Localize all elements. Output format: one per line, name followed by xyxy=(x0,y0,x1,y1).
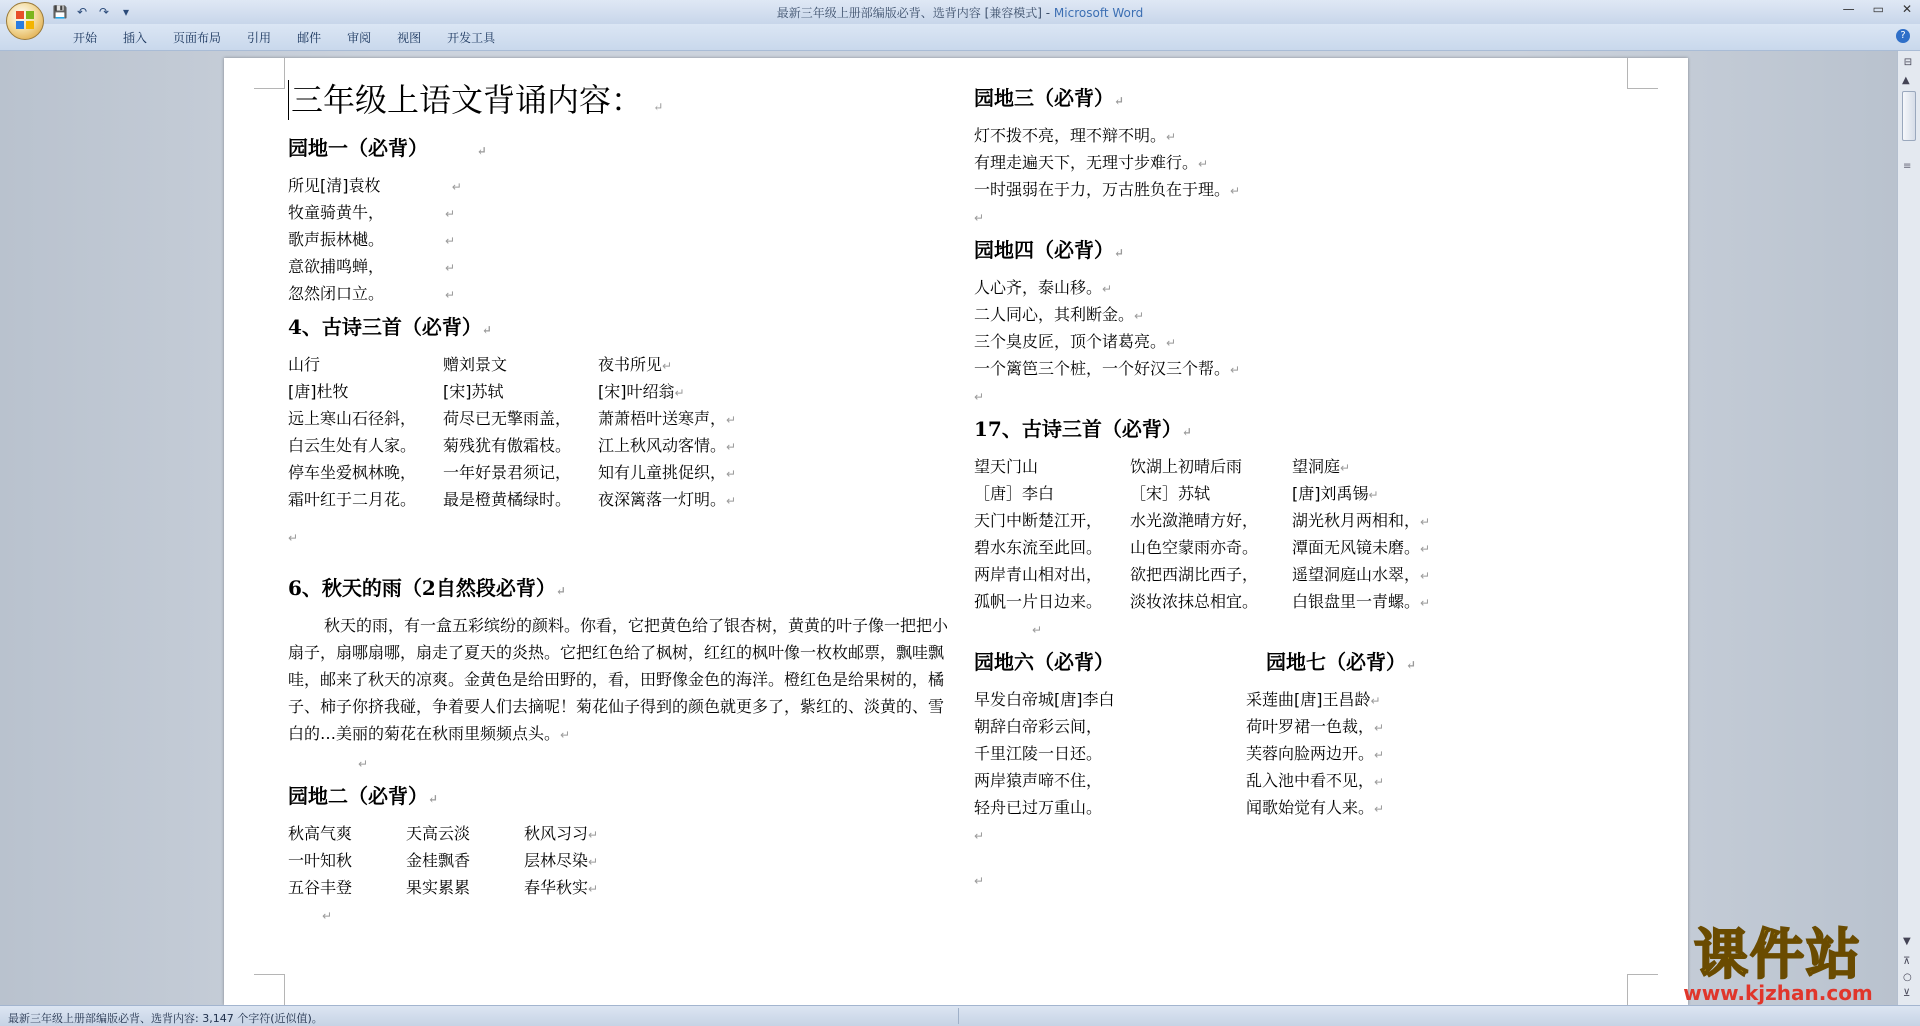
cell: [宋]苏轼 xyxy=(443,382,504,401)
title-bar xyxy=(0,0,1920,24)
poem-row xyxy=(974,480,1474,507)
cell-text: 江上秋风动客情。 xyxy=(598,436,727,455)
cell-text: 湖光秋月两相和， xyxy=(1292,511,1421,530)
scroll-grip-icon: ≡ xyxy=(1903,161,1912,172)
paragraph-mark: ↵ xyxy=(1420,596,1431,610)
paragraph-mark: ↵ xyxy=(560,728,571,742)
empty-paragraph xyxy=(288,523,978,550)
empty-paragraph xyxy=(974,866,1474,893)
paragraph-mark: ↵ xyxy=(1166,130,1177,144)
poem-row xyxy=(974,713,1474,740)
line-text: 一个篱笆三个桩，一个好汉三个帮。 xyxy=(974,359,1231,378)
cell: 碧水东流至此回。 xyxy=(974,538,1103,557)
cell xyxy=(1292,507,1452,536)
tab-mailings[interactable]: 邮件 xyxy=(297,31,322,45)
paragraph-mark: ↵ xyxy=(662,359,673,373)
poem-line xyxy=(288,280,978,307)
poem-line xyxy=(288,172,978,199)
scroll-thumb[interactable] xyxy=(1902,91,1916,141)
cell-text: 遥望洞庭山水翠， xyxy=(1292,565,1421,584)
cell-text: 潭面无风镜未磨。 xyxy=(1292,538,1421,557)
cell xyxy=(1292,480,1452,509)
heading-text: 4、古诗三首（必背） xyxy=(288,315,482,339)
paragraph-mark: ↵ xyxy=(588,882,599,896)
cell xyxy=(1246,794,1446,823)
cell: 霜叶红于二月花。 xyxy=(288,490,417,509)
cell-text: 荷叶罗裙一色裁， xyxy=(1246,717,1375,736)
cell: 停车坐爱枫林晚， xyxy=(288,463,417,482)
section-heading xyxy=(288,782,978,810)
cell: 一叶知秋 xyxy=(288,851,353,870)
document-name: 最新三年级上册部编版必背、选背内容 [兼容模式] - xyxy=(776,6,1054,20)
heading-text: 园地三（必背） xyxy=(974,86,1114,110)
section-heading xyxy=(288,313,978,341)
cell xyxy=(1246,713,1446,742)
heading-text: 6、秋天的雨（2自然段必背） xyxy=(288,576,556,600)
line-text: 有理走遍天下，无理寸步难行。 xyxy=(974,153,1199,172)
cell: 两岸猿声啼不住， xyxy=(974,771,1103,790)
paragraph-mark: ↵ xyxy=(588,828,599,842)
section-heading-pair xyxy=(974,648,1474,676)
empty-paragraph xyxy=(974,382,1474,409)
empty-paragraph xyxy=(288,901,978,928)
paragraph-mark: ↵ xyxy=(1198,157,1209,171)
cell: 饮湖上初晴后雨 xyxy=(1130,457,1243,476)
proverb-line xyxy=(974,328,1474,355)
empty-paragraph xyxy=(288,749,978,776)
paragraph-mark: ↵ xyxy=(1114,246,1125,260)
cell: [唐]杜牧 xyxy=(288,382,349,401)
cell xyxy=(598,378,788,407)
paragraph-mark: ↵ xyxy=(1406,658,1417,672)
paragraph-mark: ↵ xyxy=(1340,461,1351,475)
next-page-icon[interactable]: ⊻ xyxy=(1903,988,1911,999)
margin-corner-mark xyxy=(1627,58,1658,89)
window-controls xyxy=(1843,2,1912,16)
line-text: 意欲捕鸣蝉， xyxy=(288,257,385,276)
close-button[interactable]: ✕ xyxy=(1901,2,1912,16)
tab-developer[interactable]: 开发工具 xyxy=(447,31,496,45)
heading-text-b xyxy=(1266,648,1486,679)
cell: 最是橙黄橘绿时。 xyxy=(443,490,572,509)
cell: 菊残犹有傲霜枝。 xyxy=(443,436,572,455)
cell xyxy=(1292,453,1452,482)
paragraph-mark: ↵ xyxy=(674,386,685,400)
cell-text: 望洞庭 xyxy=(1292,457,1341,476)
cell: 轻舟已过万重山。 xyxy=(974,798,1103,817)
paragraph-mark: ↵ xyxy=(974,829,985,843)
poem-row xyxy=(288,378,978,405)
paragraph-mark: ↵ xyxy=(1374,775,1385,789)
cell: 一年好景君须记， xyxy=(443,463,572,482)
paragraph-mark: ↵ xyxy=(726,413,737,427)
ribbon-tab-bar xyxy=(0,24,1920,51)
poem-line xyxy=(288,226,978,253)
paragraph-mark: ↵ xyxy=(358,757,369,771)
poem-line xyxy=(288,253,978,280)
site-watermark xyxy=(1658,923,1898,1005)
cell: ［宋］苏轼 xyxy=(1130,484,1211,503)
paragraph-mark: ↵ xyxy=(476,144,487,158)
empty-paragraph xyxy=(974,821,1474,848)
customize-qat-icon[interactable]: ▾ xyxy=(122,5,130,19)
status-text: 最新三年级上册部编版必背、选背内容: 3,147 个字符(近似值)。 xyxy=(8,1012,323,1025)
spacer xyxy=(288,550,978,568)
scroll-down-icon[interactable]: ▼ xyxy=(1903,936,1911,947)
paragraph-mark: ↵ xyxy=(726,467,737,481)
scroll-up-icon[interactable]: ▲ xyxy=(1902,75,1910,86)
line-text: 人心齐，泰山移。 xyxy=(974,278,1103,297)
paragraph-mark: ↵ xyxy=(1230,363,1241,377)
cell: 早发白帝城[唐]李白 xyxy=(974,690,1115,709)
poem-row xyxy=(974,686,1474,713)
cell: 荷尽已无擎雨盖， xyxy=(443,409,572,428)
cell: 五谷丰登 xyxy=(288,878,353,897)
tab-view[interactable]: 视图 xyxy=(397,31,422,45)
office-button[interactable] xyxy=(6,2,44,40)
cell xyxy=(1246,740,1446,769)
paragraph-text: 秋天的雨，有一盒五彩缤纷的颜料。你看，它把黄色给了银杏树，黄黄的叶子像一把把小扇子，扇哪扇哪，扇走了夏天的炎热。它把红色给了枫树，红红的枫叶像一枚枚邮票，飘哇飘哇，邮来了秋天的凉爽。金黄色是给田野的，看，田野像金色的海洋。橙红色是给果树的，橘子、柿子你挤我碰，争着要人们去摘呢！菊花仙子得到的颜色就更多了，紫红的、淡黄的、雪白的…美丽的菊花在秋雨里频频点头。 xyxy=(288,616,949,743)
proverb-line xyxy=(974,122,1474,149)
paragraph-mark: ↵ xyxy=(1420,515,1431,529)
cell xyxy=(1292,561,1452,590)
cell: 白云生处有人家。 xyxy=(288,436,417,455)
right-column xyxy=(974,80,1474,893)
paragraph-mark: ↵ xyxy=(726,440,737,454)
proverb-line xyxy=(974,274,1474,301)
poem-row xyxy=(974,740,1474,767)
cell xyxy=(1246,686,1446,715)
line-text: 灯不拨不亮，理不辩不明。 xyxy=(974,126,1167,145)
cell: 孤帆一片日边来。 xyxy=(974,592,1103,611)
paragraph-mark: ↵ xyxy=(322,909,333,923)
cell: 秋高气爽 xyxy=(288,824,353,843)
cell-text: 芙蓉向脸两边开。 xyxy=(1246,744,1375,763)
watermark-url: www.kjzhan.com xyxy=(1683,981,1873,1005)
line-text: 牧童骑黄牛， xyxy=(288,203,385,222)
spacer xyxy=(974,848,1474,866)
section-heading xyxy=(974,84,1474,112)
paragraph-mark: ↵ xyxy=(555,584,566,598)
save-icon[interactable]: 💾 xyxy=(52,5,68,19)
view-ruler-icon[interactable]: ⊟ xyxy=(1903,57,1913,68)
cell-text: 春华秋实 xyxy=(524,878,589,897)
select-browse-object-icon[interactable]: ○ xyxy=(1903,972,1912,983)
paragraph-mark: ↵ xyxy=(445,288,456,302)
heading-text: 园地四（必背） xyxy=(974,238,1114,262)
heading-text: 园地七（必背） xyxy=(1266,650,1406,674)
poem-row xyxy=(288,405,978,432)
redo-icon[interactable]: ↷ xyxy=(98,5,110,19)
line-text: 忽然闭口立。 xyxy=(288,284,385,303)
cell-text: 白银盘里一青螺。 xyxy=(1292,592,1421,611)
heading-text: 园地二（必背） xyxy=(288,784,428,808)
line-text: 歌声振林樾。 xyxy=(288,230,385,249)
cell: 欲把西湖比西子， xyxy=(1130,565,1259,584)
document-page[interactable] xyxy=(224,58,1688,1005)
paragraph-mark: ↵ xyxy=(451,180,462,194)
paragraph-mark: ↵ xyxy=(1420,542,1431,556)
proverb-line xyxy=(974,355,1474,382)
poem-row xyxy=(974,453,1474,480)
paragraph-mark: ↵ xyxy=(445,207,456,221)
cell xyxy=(1292,534,1452,563)
maximize-button[interactable]: ▭ xyxy=(1872,2,1884,16)
vertical-scrollbar[interactable] xyxy=(1897,51,1920,1005)
paragraph-mark: ↵ xyxy=(1181,425,1192,439)
section-heading xyxy=(288,574,978,602)
paragraph-mark: ↵ xyxy=(653,100,664,114)
cell-text: 乱入池中看不见， xyxy=(1246,771,1375,790)
document-title xyxy=(288,80,978,120)
margin-corner-mark xyxy=(1627,974,1658,1005)
empty-paragraph xyxy=(974,203,1474,230)
poem-row xyxy=(974,534,1474,561)
poem-row xyxy=(288,459,978,486)
margin-corner-mark xyxy=(254,974,285,1005)
poem-row xyxy=(974,794,1474,821)
paragraph xyxy=(288,612,948,749)
cell: 天高云淡 xyxy=(406,824,471,843)
tab-insert[interactable]: 插入 xyxy=(123,31,148,45)
paragraph-mark: ↵ xyxy=(1420,569,1431,583)
status-divider xyxy=(958,1008,959,1024)
cell-text: 闻歌始觉有人来。 xyxy=(1246,798,1375,817)
paragraph-mark: ↵ xyxy=(1166,336,1177,350)
section-heading xyxy=(288,134,978,162)
line-text: 二人同心，其利断金。 xyxy=(974,305,1135,324)
cell xyxy=(598,486,788,515)
cell: ［唐］李白 xyxy=(974,484,1055,503)
cell xyxy=(1292,588,1452,617)
tab-references[interactable]: 引用 xyxy=(247,31,272,45)
office-logo-icon xyxy=(16,11,34,29)
cell-text: 采莲曲[唐]王昌龄 xyxy=(1246,690,1371,709)
poem-row xyxy=(288,351,978,378)
cell xyxy=(598,351,788,380)
section-heading xyxy=(974,415,1474,443)
cell-text: 秋风习习 xyxy=(524,824,589,843)
cell: 两岸青山相对出， xyxy=(974,565,1103,584)
cell: 山色空蒙雨亦奇。 xyxy=(1130,538,1259,557)
paragraph-mark: ↵ xyxy=(445,234,456,248)
cell-text: [唐]刘禹锡 xyxy=(1292,484,1369,503)
proverb-line xyxy=(974,301,1474,328)
poem-row xyxy=(974,767,1474,794)
cell xyxy=(598,432,788,461)
paragraph-mark: ↵ xyxy=(1370,694,1381,708)
proverb-line xyxy=(974,176,1474,203)
window-title xyxy=(0,4,1920,21)
heading-text: 园地六（必背） xyxy=(974,650,1114,674)
cell xyxy=(1246,767,1446,796)
cell: 山行 xyxy=(288,355,321,374)
cell: 金桂飘香 xyxy=(406,851,471,870)
tab-page-layout[interactable]: 页面布局 xyxy=(173,31,222,45)
heading-text: 17、古诗三首（必背） xyxy=(974,417,1182,441)
poem-row xyxy=(974,507,1474,534)
cell-text: 夜书所见 xyxy=(598,355,663,374)
paragraph-mark: ↵ xyxy=(1374,802,1385,816)
paragraph-mark: ↵ xyxy=(1368,488,1379,502)
paragraph-mark: ↵ xyxy=(1032,623,1043,637)
poem-row xyxy=(974,561,1474,588)
cell: 天门中断楚江开， xyxy=(974,511,1103,530)
tab-review[interactable]: 审阅 xyxy=(347,31,372,45)
paragraph-mark: ↵ xyxy=(1114,94,1125,108)
poem-row xyxy=(974,588,1474,615)
paragraph-mark: ↵ xyxy=(974,874,985,888)
paragraph-mark: ↵ xyxy=(445,261,456,275)
section-heading xyxy=(974,236,1474,264)
cell: 赠刘景文 xyxy=(443,355,508,374)
idiom-row xyxy=(288,874,978,901)
cell xyxy=(598,459,788,488)
paragraph-mark: ↵ xyxy=(588,855,599,869)
idiom-row xyxy=(288,847,978,874)
left-column xyxy=(288,80,978,928)
line-text: 所见[清]袁枚 xyxy=(288,176,381,195)
empty-paragraph xyxy=(974,615,1474,642)
previous-page-icon[interactable]: ⊼ xyxy=(1903,956,1911,967)
proverb-line xyxy=(974,149,1474,176)
tab-home[interactable]: 开始 xyxy=(73,31,98,45)
cell: 千里江陵一日还。 xyxy=(974,744,1103,763)
app-name: Microsoft Word xyxy=(1053,6,1144,20)
paragraph-mark: ↵ xyxy=(288,531,299,545)
cell: 望天门山 xyxy=(974,457,1039,476)
status-bar xyxy=(0,1005,1920,1026)
heading-text: 园地一（必背） xyxy=(288,136,428,160)
paragraph-mark: ↵ xyxy=(1374,721,1385,735)
paragraph-mark: ↵ xyxy=(1134,309,1145,323)
cell-text: [宋]叶绍翁 xyxy=(598,382,675,401)
cell-text: 夜深篱落一灯明。 xyxy=(598,490,727,509)
paragraph-mark: ↵ xyxy=(974,211,985,225)
cell xyxy=(598,405,788,434)
cell xyxy=(524,820,614,849)
cell-text: 层林尽染 xyxy=(524,851,589,870)
cell: 水光潋滟晴方好， xyxy=(1130,511,1259,530)
cell xyxy=(524,874,614,903)
minimize-button[interactable]: — xyxy=(1842,2,1855,16)
paragraph-mark: ↵ xyxy=(1374,748,1385,762)
line-text: 三个臭皮匠，顶个诸葛亮。 xyxy=(974,332,1167,351)
poem-row xyxy=(288,486,978,513)
cell xyxy=(524,847,614,876)
cell-text: 知有儿童挑促织， xyxy=(598,463,727,482)
cell: 远上寒山石径斜， xyxy=(288,409,417,428)
paragraph-mark: ↵ xyxy=(1102,282,1113,296)
poem-line xyxy=(288,199,978,226)
help-icon[interactable]: ? xyxy=(1896,29,1910,43)
idiom-row xyxy=(288,820,978,847)
cell: 果实累累 xyxy=(406,878,471,897)
margin-corner-mark xyxy=(254,58,285,89)
paragraph-mark: ↵ xyxy=(1230,184,1241,198)
paragraph-mark: ↵ xyxy=(428,792,439,806)
paragraph-mark: ↵ xyxy=(481,323,492,337)
watermark-logo-text: 课件站 xyxy=(1694,923,1862,986)
line-text: 一时强弱在于力，万古胜负在于理。 xyxy=(974,180,1231,199)
cell: 淡妆浓抹总相宜。 xyxy=(1130,592,1259,611)
undo-icon[interactable]: ↶ xyxy=(76,5,88,19)
cell: 朝辞白帝彩云间， xyxy=(974,717,1103,736)
document-title-text: 三年级上语文背诵内容： xyxy=(291,81,644,119)
paragraph-mark: ↵ xyxy=(974,390,985,404)
poem-row xyxy=(288,432,978,459)
cell-text: 萧萧梧叶送寒声， xyxy=(598,409,727,428)
paragraph-mark: ↵ xyxy=(726,494,737,508)
